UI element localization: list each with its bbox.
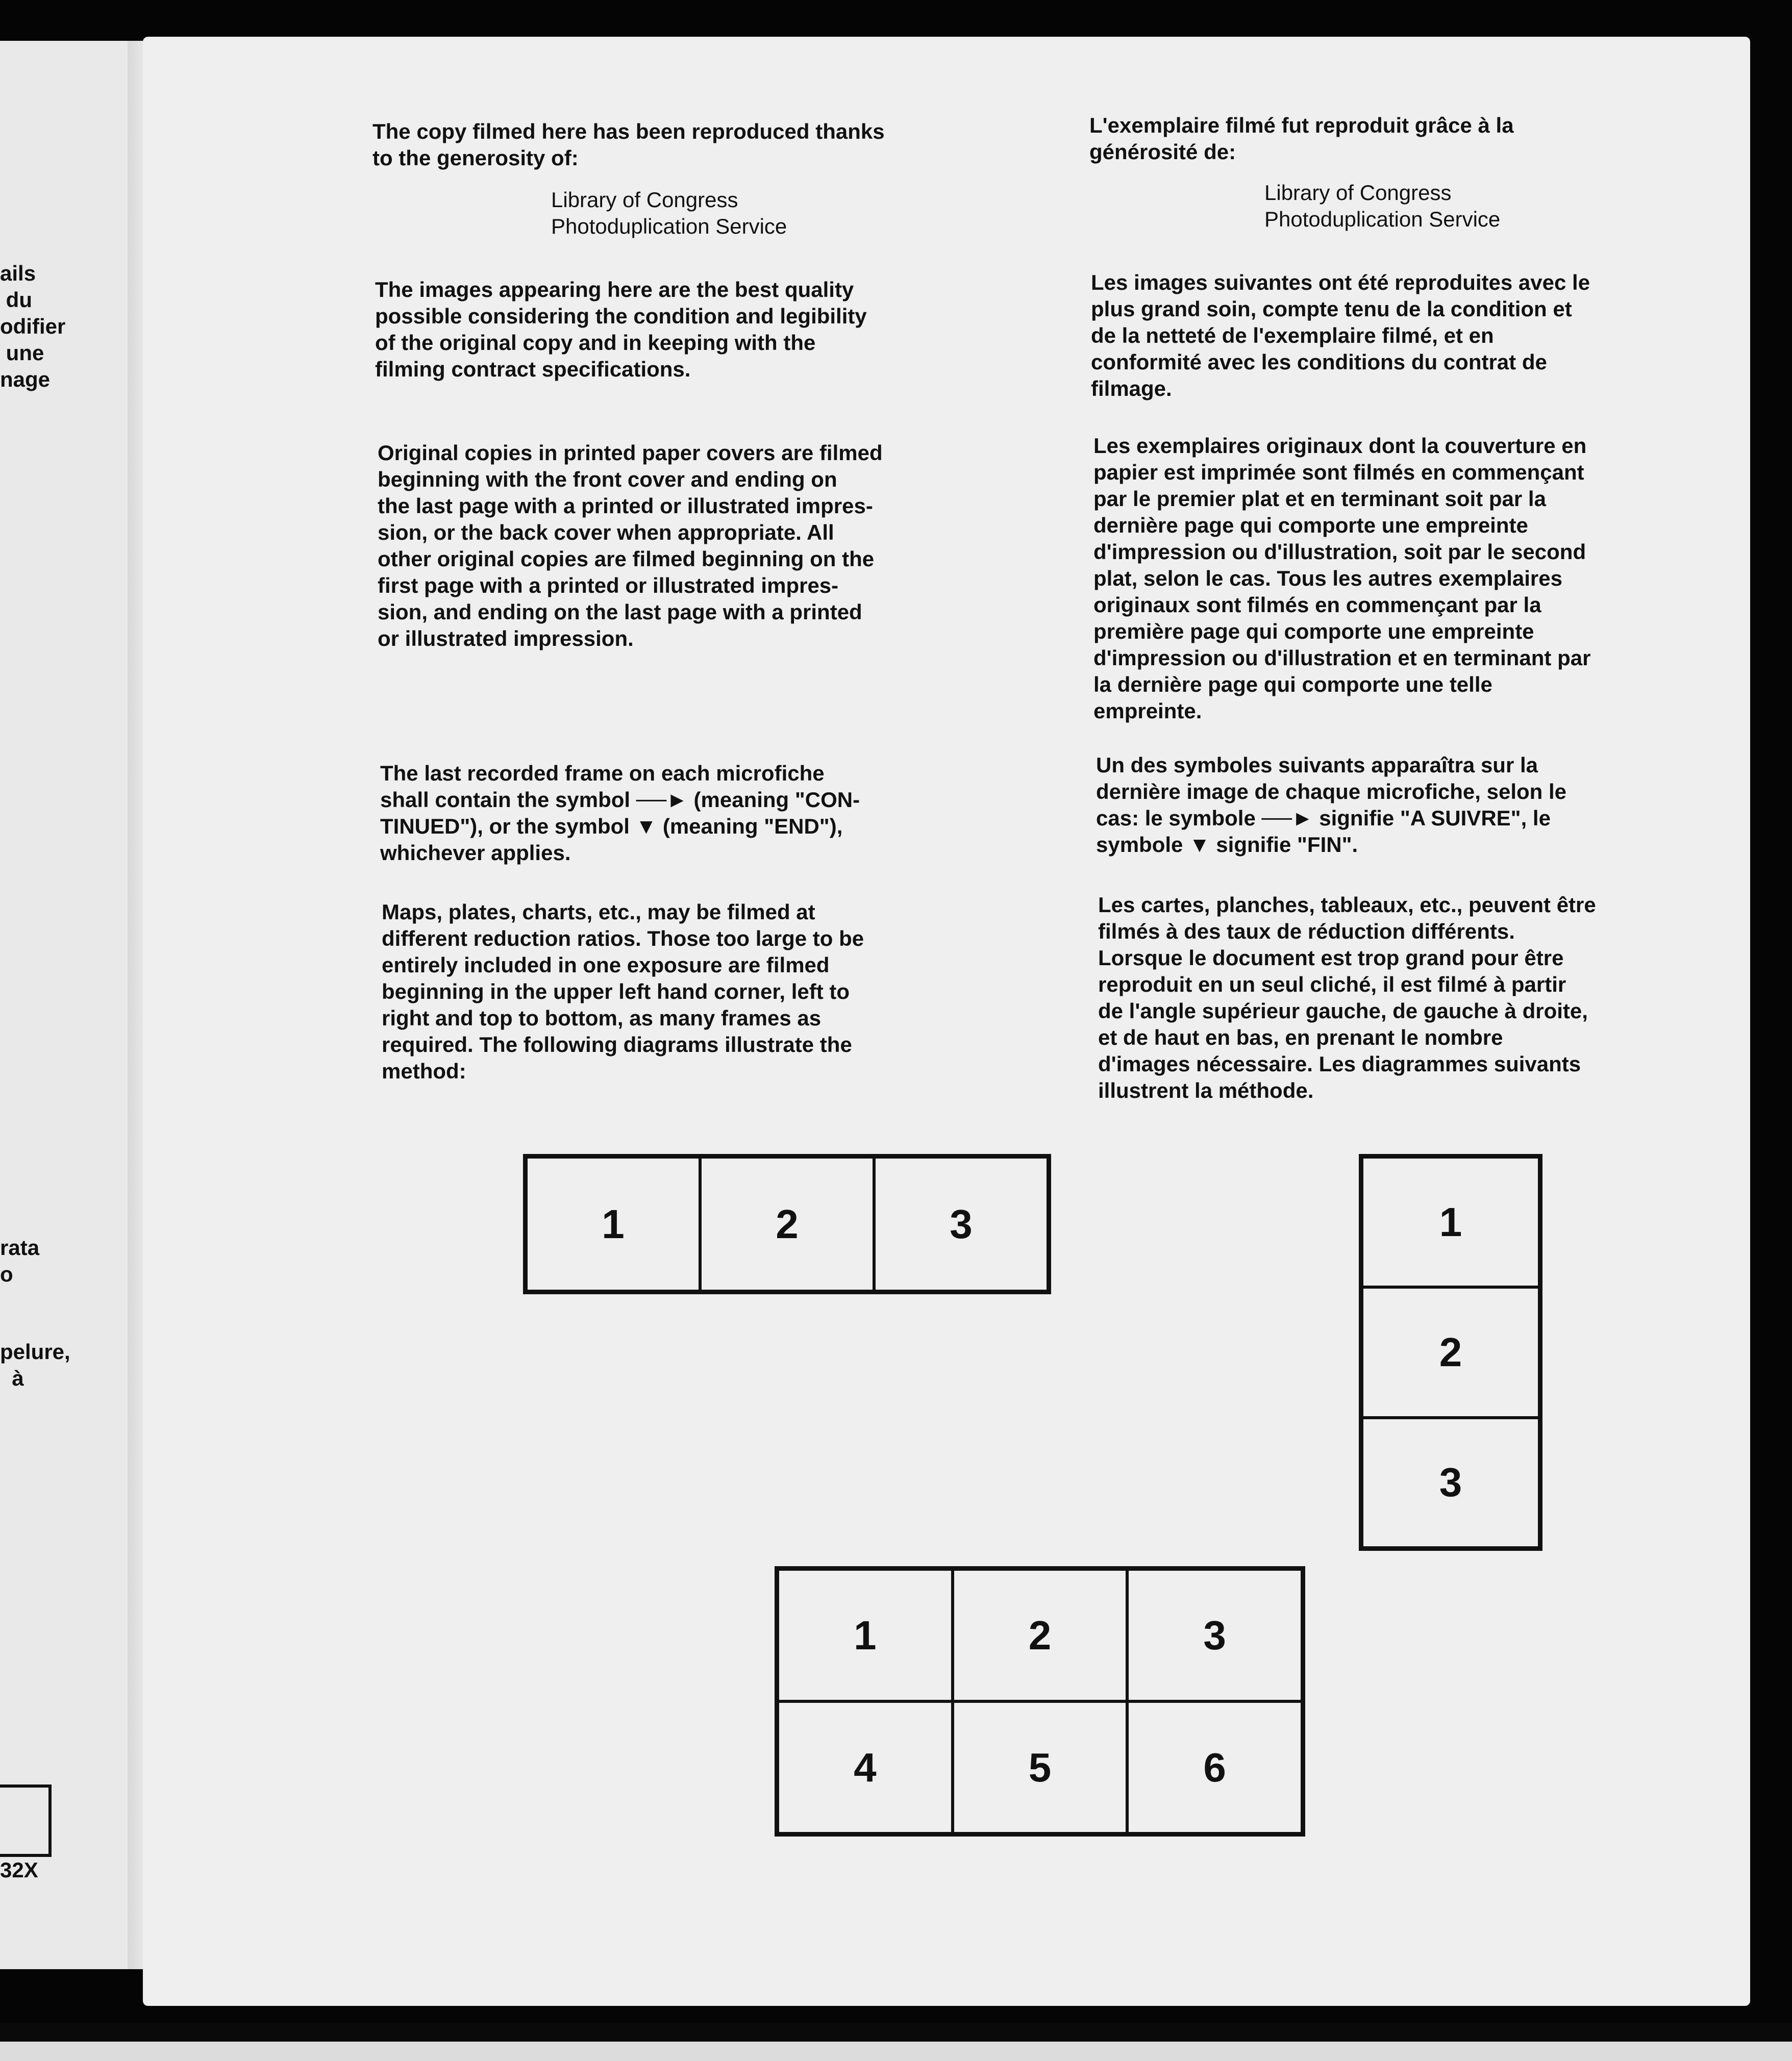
fr-quality-text: Les images suivantes ont été reproduites avec le plus grand soin, compte tenu de la condition et de la netteté de l'exemplaire filmé, et en conformité avec les conditions du contrat de filmage. bbox=[1091, 270, 1590, 400]
en-maps-text: Maps, plates, charts, etc., may be filmed at different reduction ratios. Those too large to be entirely included in one exposure are filmed beginning in the upper left hand corner, left to right and top to bottom, as many frames as required. The following diagrams illustrate the method: bbox=[382, 900, 864, 1083]
en-symbols-text: The last recorded frame on each microfiche shall contain the symbol ──► (meaning "CON- TINUED"), or the symbol ▼ (meaning "END"), whichever applies. bbox=[380, 761, 860, 865]
scan-border-strip bbox=[0, 2042, 1792, 2061]
diagram-cell: 1 bbox=[1362, 1157, 1539, 1287]
diagram-cell: 1 bbox=[526, 1157, 700, 1291]
fr-maps-text: Les cartes, planches, tableaux, etc., peuvent être filmés à des taux de réduction différents. Lorsque le document est trop grand pour être reproduit en un seul cliché, il est filmé à partir de l'angle supérieur gauche, de gauche à droite, et de haut en bas, en prenant le nombre d'images nécessaire. Les diagrammes suivants illustrent la méthode. bbox=[1098, 893, 1596, 1102]
fr-symbols-text: Un des symboles suivants apparaîtra sur la dernière image de chaque microfiche, selon le cas: le symbole ──► signifie "A SUIVRE", le symbole ▼ signifie "FIN". bbox=[1096, 753, 1566, 857]
en-quality-text: The images appearing here are the best quality possible considering the condition and legibility of the original copy and in keeping with the filming contract specifications. bbox=[375, 278, 867, 381]
fr-covers-text: Les exemplaires originaux dont la couverture en papier est imprimée sont filmés en commençant par le premier plat et en terminant soit par la dernière page qui comporte une empreinte d'impression ou d'illustration, soit par le second plat, selon le cas. Tous les autres exemplaires originaux sont filmés en commençant par la première page qui comporte une empreinte d'impression ou d'illustration et en terminant par la dernière page qui comporte une telle empreinte. bbox=[1093, 434, 1591, 723]
en-thanks-text: The copy filmed here has been reproduced thanks to the generosity of: bbox=[372, 119, 885, 170]
diagram-cell: 6 bbox=[1127, 1701, 1302, 1833]
diagram-vertical bbox=[1359, 1154, 1542, 1551]
reduction-ratio-label: 32X bbox=[0, 1858, 38, 1882]
left-fragment-line: nage bbox=[0, 367, 51, 391]
diagram-cell: 4 bbox=[778, 1701, 953, 1833]
diagram-cell: 3 bbox=[1362, 1418, 1539, 1548]
left-fragment-line: odifier bbox=[0, 314, 66, 338]
left-fragment-line: o bbox=[0, 1262, 13, 1286]
diagram-cell: 5 bbox=[953, 1701, 1128, 1833]
fr-thanks-text: L'exemplaire filmé fut reproduit grâce à la générosité de: bbox=[1089, 113, 1514, 164]
diagram-cell: 3 bbox=[874, 1157, 1048, 1291]
diagram-cell: 2 bbox=[953, 1569, 1128, 1701]
left-fragment-line: du bbox=[0, 288, 32, 312]
left-fragment-line: à bbox=[0, 1366, 24, 1390]
diagram-cell: 1 bbox=[778, 1569, 953, 1701]
left-fragment-line: rata bbox=[0, 1236, 40, 1260]
diagram-grid bbox=[775, 1566, 1305, 1837]
left-fragment-line: pelure, bbox=[0, 1340, 70, 1364]
en-institution: Library of Congress Photoduplication Service bbox=[551, 188, 787, 238]
reduction-ratio-box-fragment bbox=[0, 1784, 52, 1857]
en-covers-text: Original copies in printed paper covers are filmed beginning with the front cover and ending on the last page with a printed or illustrated impres- sion, or the back cover when appropriate. All other original copies are filmed beginning on the first page with a printed or illustrated impres- sion, and ending on the last page with a printed or illustrated impression. bbox=[378, 441, 883, 650]
left-fragment-line: ails bbox=[0, 261, 36, 285]
left-fragment-line: une bbox=[0, 341, 44, 365]
diagram-horizontal bbox=[523, 1154, 1051, 1294]
fr-institution: Library of Congress Photoduplication Service bbox=[1264, 181, 1501, 231]
diagram-cell: 2 bbox=[700, 1157, 874, 1291]
diagram-cell: 3 bbox=[1127, 1569, 1302, 1701]
diagram-cell: 2 bbox=[1362, 1287, 1539, 1417]
